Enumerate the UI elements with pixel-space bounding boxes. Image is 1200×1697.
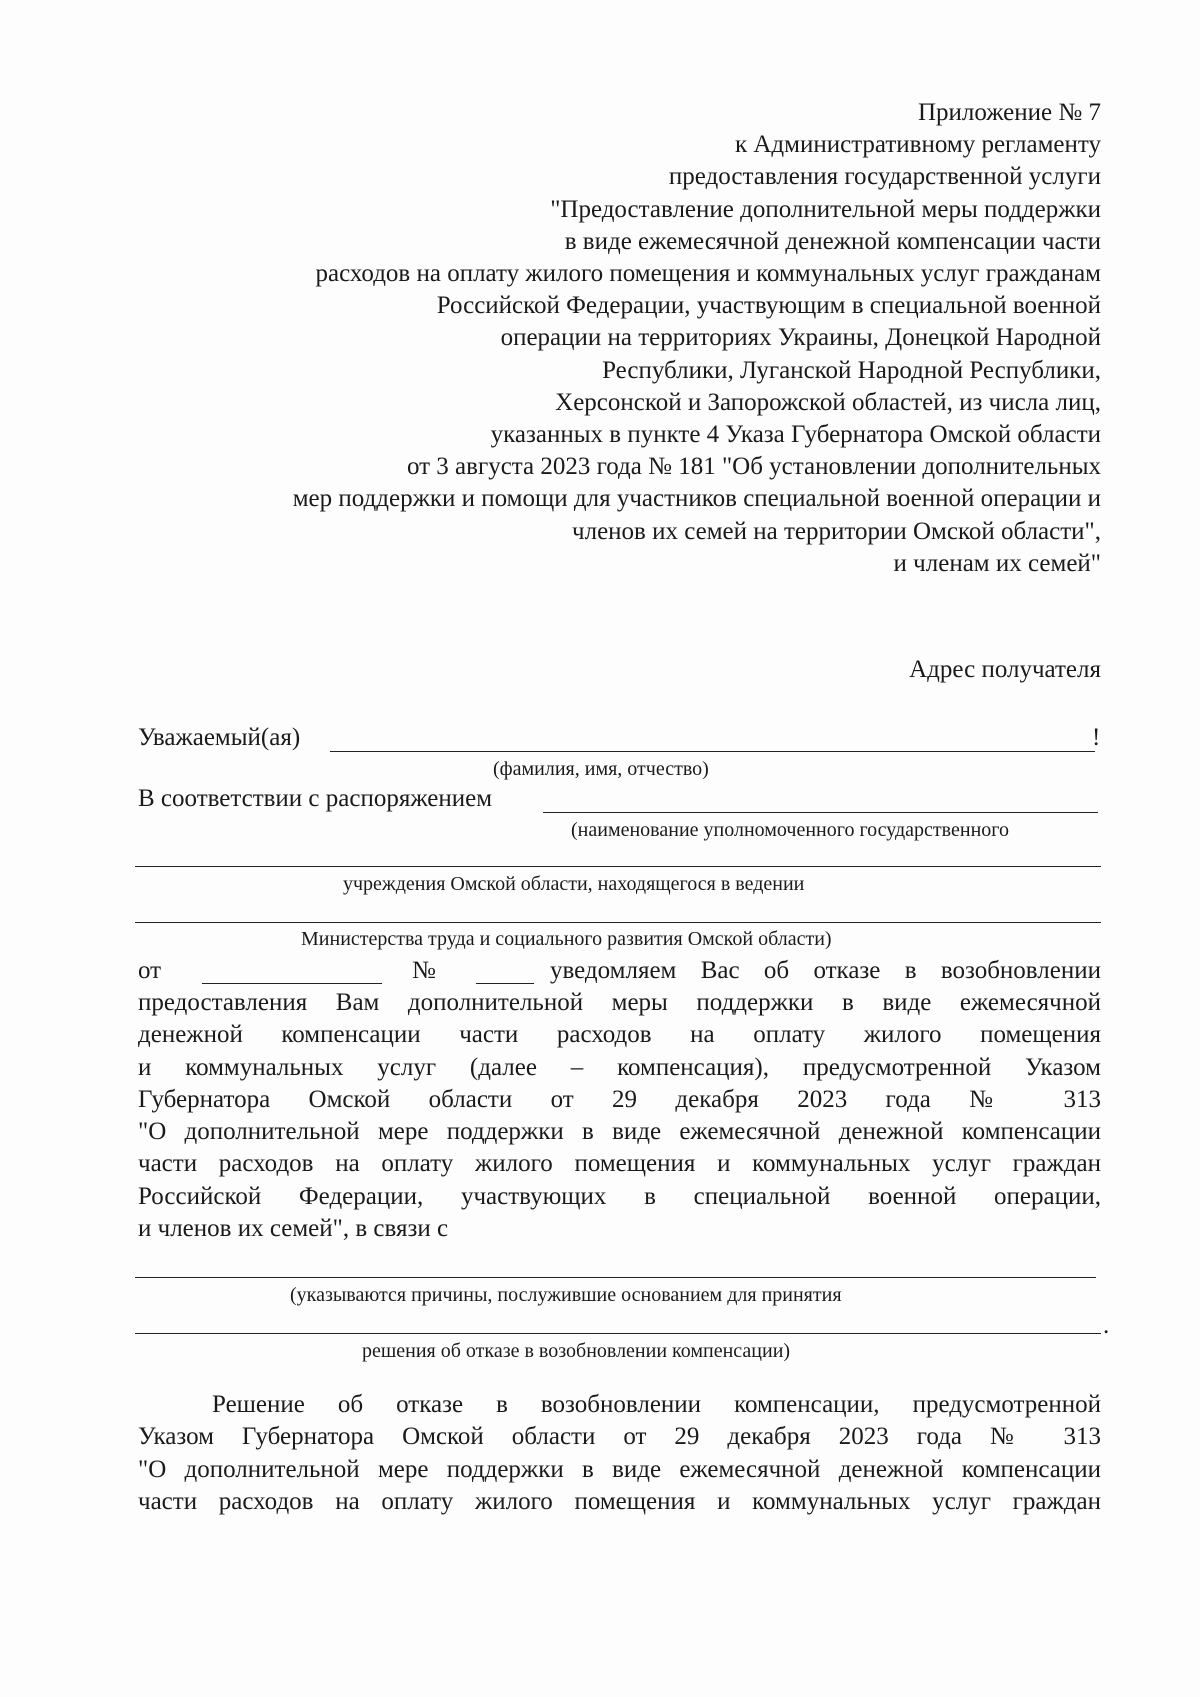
header-line: предоставления государственной услуги <box>668 163 1101 191</box>
decision-line: Указом Губернатора Омской области от 29 декабря 2023 года № 313 <box>138 1423 1101 1451</box>
decision-line: части расходов на оплату жилого помещения и коммунальных услуг граждан <box>138 1487 1101 1515</box>
header-line: Херсонской и Запорожской областей, из числа лиц, <box>555 388 1101 416</box>
number-blank[interactable] <box>476 983 534 984</box>
header-line: членов их семей на территории Омской области", <box>572 517 1101 545</box>
notice-line: Губернатора Омской области от 29 декабря 2023 года № 313 <box>138 1085 1101 1113</box>
reason-period: . <box>1103 1312 1110 1339</box>
fio-blank[interactable] <box>330 751 1095 752</box>
notice-line: и членов их семей", в связи с <box>138 1215 449 1243</box>
fio-caption: (фамилия, имя, отчество) <box>493 758 709 780</box>
reason-blank-2[interactable] <box>135 1333 1101 1334</box>
date-blank[interactable] <box>202 983 382 984</box>
institution-blank-1[interactable] <box>135 866 1101 867</box>
notice-line: части расходов на оплату жилого помещения и коммунальных услуг граждан <box>138 1150 1101 1178</box>
order-caption-3: Министерства труда и социального развития Омской области) <box>301 928 832 950</box>
notice-line: Российской Федерации, участвующих в специальной военной операции, <box>138 1182 1101 1210</box>
order-blank[interactable] <box>543 812 1098 813</box>
order-label: В соответствии с распоряжением <box>138 785 493 812</box>
institution-blank-2[interactable] <box>135 922 1101 923</box>
reason-blank-1[interactable] <box>135 1277 1096 1278</box>
number-label: № <box>412 957 436 984</box>
header-line: мер поддержки и помощи для участников специальной военной операции и <box>292 485 1101 513</box>
notice-line: "О дополнительной мере поддержки в виде ежемесячной денежной компенсации <box>138 1118 1101 1146</box>
notice-line: и коммунальных услуг (далее – компенсация), предусмотренной Указом <box>138 1053 1101 1081</box>
order-caption-2: учреждения Омской области, находящегося в ведении <box>343 873 805 895</box>
header-line: "Предоставление дополнительной меры поддержки <box>550 195 1101 223</box>
notice-body <box>138 987 1101 1245</box>
decision-paragraph <box>138 1389 1101 1518</box>
header-line: Российской Федерации, участвующим в специальной военной <box>436 292 1101 320</box>
header-line: Республики, Луганской Народной Республики, <box>602 356 1101 384</box>
header-line: и членам их семей" <box>893 549 1101 577</box>
header-line: расходов на оплату жилого помещения и коммунальных услуг гражданам <box>315 260 1101 288</box>
header-line: операции на территориях Украины, Донецкой Народной <box>500 324 1101 352</box>
notice-line: денежной компенсации части расходов на оплату жилого помещения <box>138 1021 1101 1049</box>
recipient-address-label: Адрес получателя <box>909 656 1101 683</box>
reason-caption-1: (указываются причины, послужившие основанием для принятия <box>290 1284 842 1306</box>
header-line: от 3 августа 2023 года № 181 "Об установлении дополнительных <box>406 453 1101 481</box>
notice-line-1-rest: уведомляем Вас об отказе в возобновлении <box>550 957 1101 984</box>
header-line: указанных в пункте 4 Указа Губернатора Омской области <box>490 421 1101 449</box>
reason-caption-2: решения об отказе в возобновлении компенсации) <box>362 1340 791 1362</box>
header-line: к Административному регламенту <box>734 131 1101 159</box>
header-line: в виде ежемесячной денежной компенсации части <box>564 227 1101 255</box>
appendix-header <box>141 97 1101 580</box>
greeting-exclamation: ! <box>1092 724 1101 751</box>
header-line: Приложение № 7 <box>917 99 1101 126</box>
decision-line: "О дополнительной мере поддержки в виде ежемесячной денежной компенсации <box>138 1455 1101 1483</box>
from-label: от <box>138 957 162 984</box>
decision-line: Решение об отказе в возобновлении компенсации, предусмотренной <box>212 1391 1101 1418</box>
greeting-label: Уважаемый(ая) <box>138 724 301 751</box>
greeting-line <box>138 722 1101 754</box>
order-caption-1: (наименование уполномоченного государственного <box>571 819 1009 841</box>
order-line <box>138 783 1101 815</box>
notice-line: предоставления Вам дополнительной меры поддержки в виде ежемесячной <box>138 989 1101 1016</box>
